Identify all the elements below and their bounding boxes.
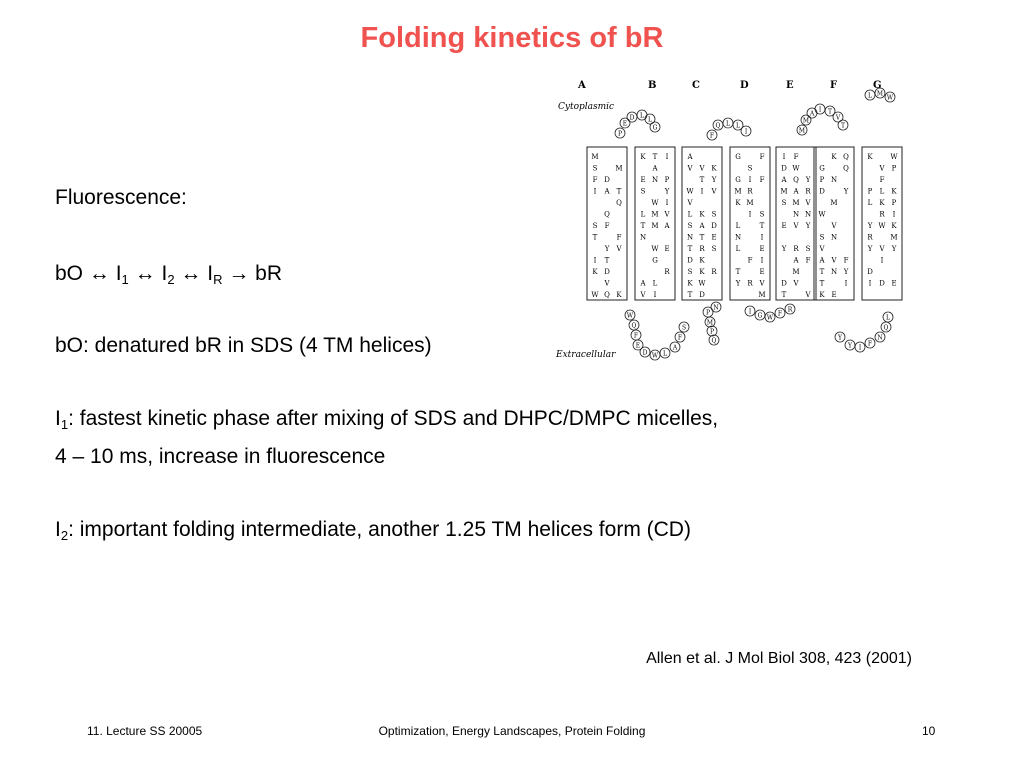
- svg-text:R: R: [867, 233, 873, 242]
- svg-text:D: D: [604, 176, 610, 184]
- svg-text:L: L: [687, 210, 693, 219]
- svg-text:I: I: [665, 153, 669, 161]
- svg-text:R: R: [699, 245, 705, 253]
- svg-text:V: V: [640, 291, 646, 299]
- svg-text:G: G: [819, 164, 825, 173]
- svg-text:G: G: [757, 312, 763, 320]
- svg-text:N: N: [639, 233, 647, 242]
- svg-text:E: E: [664, 245, 670, 253]
- svg-text:W: W: [792, 164, 800, 173]
- helix-label-C: C: [692, 80, 700, 91]
- svg-text:T: T: [827, 108, 833, 116]
- svg-text:T: T: [687, 245, 693, 253]
- svg-text:V: V: [819, 245, 825, 253]
- bO-description: bO: denatured bR in SDS (4 TM helices): [55, 334, 432, 357]
- svg-text:R: R: [879, 210, 885, 219]
- svg-text:K: K: [699, 256, 705, 265]
- svg-text:E: E: [831, 291, 837, 299]
- svg-text:G: G: [652, 124, 658, 132]
- svg-text:L: L: [652, 279, 658, 288]
- svg-text:Y: Y: [838, 334, 842, 342]
- svg-text:P: P: [867, 187, 873, 196]
- fluorescence-label: Fluorescence:: [55, 186, 187, 209]
- svg-text:L: L: [663, 350, 667, 358]
- svg-text:D: D: [699, 291, 705, 299]
- svg-text:S: S: [681, 324, 687, 332]
- svg-text:A: A: [652, 164, 658, 173]
- svg-text:P: P: [891, 164, 897, 173]
- svg-text:A: A: [640, 279, 646, 288]
- svg-text:F: F: [677, 334, 683, 342]
- svg-text:S: S: [687, 268, 693, 276]
- svg-text:N: N: [713, 304, 719, 312]
- svg-text:F: F: [759, 176, 765, 184]
- svg-text:N: N: [792, 210, 800, 219]
- svg-text:S: S: [711, 245, 717, 253]
- svg-text:L: L: [736, 122, 740, 130]
- helix-label-F: F: [830, 80, 838, 91]
- svg-text:I: I: [818, 106, 822, 114]
- scheme-arrow-2: ↔: [134, 262, 156, 285]
- svg-text:T: T: [840, 122, 846, 130]
- helix-label-G: G: [873, 80, 882, 91]
- svg-text:F: F: [777, 310, 783, 318]
- svg-text:T: T: [759, 222, 765, 230]
- svg-text:M: M: [651, 210, 659, 219]
- svg-text:A: A: [781, 176, 787, 184]
- svg-text:L: L: [886, 314, 890, 322]
- svg-text:F: F: [592, 176, 598, 184]
- svg-text:F: F: [747, 256, 753, 265]
- svg-text:V: V: [831, 222, 837, 230]
- svg-text:D: D: [711, 222, 717, 230]
- svg-text:N: N: [830, 176, 838, 184]
- svg-text:A: A: [687, 153, 693, 161]
- svg-text:S: S: [687, 222, 693, 230]
- footer-title: Optimization, Energy Landscapes, Protein Folding: [378, 724, 646, 738]
- svg-text:N: N: [734, 233, 742, 242]
- svg-text:M: M: [651, 222, 659, 230]
- svg-text:V: V: [835, 114, 841, 122]
- svg-text:Q: Q: [711, 337, 717, 345]
- svg-text:R: R: [747, 187, 753, 196]
- svg-text:N: N: [830, 233, 838, 242]
- svg-text:D: D: [629, 114, 635, 122]
- bR-topology-figure: [550, 75, 950, 375]
- svg-text:M: M: [780, 187, 788, 196]
- svg-text:L: L: [879, 187, 885, 196]
- svg-text:W: W: [766, 314, 774, 322]
- svg-text:Q: Q: [715, 122, 721, 130]
- svg-text:K: K: [831, 153, 837, 161]
- svg-text:S: S: [747, 164, 753, 173]
- svg-text:D: D: [687, 256, 693, 265]
- scheme-arrow-1: ↔: [88, 262, 110, 285]
- svg-text:Q: Q: [843, 153, 849, 161]
- svg-text:G: G: [735, 153, 741, 161]
- svg-text:Q: Q: [604, 210, 610, 219]
- svg-text:A: A: [664, 222, 670, 230]
- i1-description-cont: 4 – 10 ms, increase in fluorescence: [55, 445, 386, 468]
- scheme-bR: bR: [255, 262, 283, 285]
- svg-text:Y: Y: [848, 342, 852, 350]
- svg-text:F: F: [709, 132, 715, 140]
- svg-text:T: T: [735, 268, 741, 276]
- svg-text:K: K: [711, 164, 717, 173]
- svg-text:W: W: [818, 210, 826, 219]
- helix-label-D: D: [740, 80, 749, 91]
- svg-text:V: V: [805, 291, 811, 299]
- svg-text:K: K: [735, 199, 741, 207]
- svg-text:Q: Q: [793, 176, 799, 184]
- svg-text:Y: Y: [781, 245, 787, 253]
- cytoplasmic-label: Cytoplasmic: [558, 102, 615, 112]
- svg-text:V: V: [687, 164, 693, 173]
- svg-text:L: L: [735, 245, 741, 253]
- svg-text:D: D: [642, 349, 648, 357]
- svg-text:W: W: [686, 187, 694, 196]
- svg-text:Q: Q: [843, 164, 849, 173]
- svg-text:D: D: [819, 187, 825, 196]
- svg-text:K: K: [592, 268, 598, 276]
- svg-text:D: D: [604, 268, 610, 276]
- scheme-IR: $I_R$: [207, 262, 223, 287]
- svg-text:L: L: [726, 120, 730, 128]
- svg-text:R: R: [787, 306, 793, 314]
- svg-text:T: T: [699, 233, 705, 242]
- svg-text:K: K: [819, 291, 825, 299]
- svg-text:K: K: [891, 187, 897, 196]
- svg-text:L: L: [868, 92, 872, 100]
- scheme-arrow-3: ↔: [180, 262, 202, 285]
- scheme-I2: $I_2$: [161, 262, 175, 287]
- svg-text:F: F: [843, 256, 849, 265]
- svg-text:M: M: [890, 233, 898, 242]
- svg-text:V: V: [687, 199, 693, 207]
- svg-text:Q: Q: [631, 322, 637, 330]
- svg-text:F: F: [633, 332, 639, 340]
- svg-text:W: W: [651, 245, 659, 253]
- svg-text:D: D: [867, 268, 873, 276]
- scheme-I1: $I_1$: [115, 262, 129, 287]
- svg-text:F: F: [867, 340, 873, 348]
- svg-text:N: N: [651, 176, 659, 184]
- svg-text:L: L: [640, 112, 644, 120]
- svg-text:P: P: [891, 199, 897, 207]
- svg-text:Y: Y: [867, 245, 873, 253]
- svg-text:T: T: [819, 268, 825, 276]
- svg-text:M: M: [734, 187, 742, 196]
- svg-text:R: R: [793, 245, 799, 253]
- svg-text:N: N: [686, 233, 694, 242]
- svg-text:L: L: [867, 199, 873, 207]
- svg-text:P: P: [705, 309, 711, 317]
- svg-text:K: K: [616, 291, 622, 299]
- svg-text:V: V: [879, 164, 885, 173]
- svg-text:Q: Q: [616, 199, 622, 207]
- svg-text:M: M: [830, 199, 838, 207]
- svg-text:N: N: [877, 334, 883, 342]
- svg-text:T: T: [604, 256, 610, 265]
- svg-text:S: S: [759, 210, 765, 219]
- svg-text:W: W: [886, 94, 894, 102]
- svg-text:T: T: [616, 187, 622, 196]
- svg-text:A: A: [672, 344, 678, 352]
- svg-text:F: F: [793, 153, 799, 161]
- svg-text:E: E: [622, 120, 628, 128]
- svg-text:M: M: [615, 164, 623, 173]
- svg-text:Y: Y: [735, 279, 741, 288]
- svg-text:A: A: [793, 187, 799, 196]
- svg-text:Y: Y: [805, 176, 811, 184]
- svg-text:Y: Y: [805, 222, 811, 230]
- helix-label-B: B: [648, 80, 657, 91]
- svg-text:D: D: [781, 164, 787, 173]
- svg-text:E: E: [781, 222, 787, 230]
- reference-citation: Allen et al. J Mol Biol 308, 423 (2001): [646, 650, 912, 667]
- svg-text:I: I: [748, 210, 752, 219]
- svg-text:D: D: [781, 279, 787, 288]
- svg-text:A: A: [819, 256, 825, 265]
- svg-text:T: T: [699, 176, 705, 184]
- svg-text:M: M: [876, 90, 884, 98]
- footer-lecture: 11. Lecture SS 20005: [87, 724, 203, 738]
- svg-text:V: V: [616, 245, 622, 253]
- svg-text:I: I: [858, 344, 862, 352]
- svg-text:E: E: [891, 279, 897, 288]
- svg-text:Y: Y: [891, 245, 897, 253]
- svg-text:I: I: [748, 176, 752, 184]
- svg-text:M: M: [792, 268, 800, 276]
- svg-text:T: T: [687, 291, 693, 299]
- svg-text:I: I: [593, 256, 597, 265]
- svg-text:V: V: [805, 199, 811, 207]
- svg-text:Y: Y: [604, 245, 610, 253]
- svg-text:W: W: [651, 199, 659, 207]
- svg-text:M: M: [758, 291, 766, 299]
- svg-text:I: I: [760, 256, 764, 265]
- svg-text:T: T: [819, 279, 825, 288]
- svg-text:L: L: [648, 116, 652, 124]
- svg-text:I: I: [700, 187, 704, 196]
- svg-text:A: A: [793, 256, 799, 265]
- svg-text:I: I: [760, 233, 764, 242]
- svg-text:I: I: [892, 210, 896, 219]
- svg-text:P: P: [664, 176, 670, 184]
- slide-title: Folding kinetics of bR: [360, 22, 664, 54]
- svg-text:E: E: [711, 233, 717, 242]
- svg-text:K: K: [879, 199, 885, 207]
- svg-text:F: F: [879, 176, 885, 184]
- svg-text:W: W: [626, 312, 634, 320]
- svg-text:A: A: [809, 110, 815, 118]
- svg-text:V: V: [604, 279, 610, 288]
- svg-text:L: L: [640, 210, 646, 219]
- svg-text:I: I: [665, 199, 669, 207]
- svg-text:V: V: [759, 279, 765, 288]
- svg-text:V: V: [699, 164, 705, 173]
- svg-text:F: F: [759, 153, 765, 161]
- kinetic-scheme: [55, 262, 282, 286]
- footer-page-number: 10: [922, 724, 936, 738]
- svg-text:P: P: [617, 130, 623, 138]
- svg-text:P: P: [819, 176, 825, 184]
- helix-label-E: E: [786, 80, 794, 91]
- svg-text:I: I: [653, 291, 657, 299]
- svg-text:Y: Y: [843, 187, 849, 196]
- svg-text:W: W: [890, 153, 898, 161]
- scheme-bO: bO: [55, 262, 84, 285]
- svg-text:E: E: [640, 176, 646, 184]
- svg-text:E: E: [759, 245, 765, 253]
- svg-text:V: V: [793, 222, 799, 230]
- svg-text:S: S: [781, 199, 787, 207]
- svg-text:I: I: [744, 128, 748, 136]
- svg-text:M: M: [746, 199, 754, 207]
- svg-text:M: M: [802, 117, 810, 125]
- svg-text:V: V: [664, 210, 670, 219]
- svg-text:Y: Y: [843, 268, 849, 276]
- svg-text:S: S: [805, 245, 811, 253]
- svg-text:W: W: [878, 222, 886, 230]
- svg-text:F: F: [604, 222, 610, 230]
- svg-text:I: I: [880, 256, 884, 265]
- scheme-arrow-4: →: [228, 262, 250, 285]
- svg-text:I: I: [782, 153, 786, 161]
- svg-text:Q: Q: [883, 324, 889, 332]
- svg-text:E: E: [635, 342, 641, 350]
- svg-text:P: P: [709, 328, 715, 336]
- svg-text:W: W: [698, 279, 706, 288]
- svg-text:K: K: [687, 279, 693, 288]
- svg-text:G: G: [735, 176, 741, 184]
- svg-text:K: K: [891, 222, 897, 230]
- svg-text:A: A: [699, 222, 705, 230]
- svg-text:S: S: [592, 222, 598, 230]
- svg-text:N: N: [830, 268, 838, 276]
- svg-text:L: L: [735, 222, 741, 230]
- svg-text:M: M: [706, 319, 714, 327]
- svg-text:I: I: [868, 279, 872, 288]
- svg-text:R: R: [805, 187, 811, 196]
- i2-description: $I_2$: important folding intermediate, another 1.25 TM helices form (CD): [55, 518, 691, 543]
- svg-text:Y: Y: [664, 187, 670, 196]
- svg-text:V: V: [831, 256, 837, 265]
- svg-text:S: S: [592, 164, 598, 173]
- svg-text:Q: Q: [604, 291, 610, 299]
- svg-text:T: T: [592, 233, 598, 242]
- helix-label-A: A: [578, 80, 586, 91]
- svg-text:T: T: [652, 153, 658, 161]
- svg-text:T: T: [781, 291, 787, 299]
- svg-text:I: I: [593, 187, 597, 196]
- svg-text:S: S: [711, 210, 717, 219]
- extracellular-label: Extracellular: [556, 350, 616, 360]
- svg-text:F: F: [805, 256, 811, 265]
- svg-text:R: R: [664, 268, 670, 276]
- svg-text:M: M: [591, 153, 599, 161]
- svg-text:V: V: [793, 279, 799, 288]
- svg-text:F: F: [616, 233, 622, 242]
- svg-text:Y: Y: [867, 222, 873, 230]
- svg-text:I: I: [748, 308, 752, 316]
- svg-text:M: M: [798, 127, 806, 135]
- svg-text:K: K: [640, 153, 646, 161]
- svg-text:K: K: [699, 210, 705, 219]
- svg-text:Y: Y: [711, 176, 717, 184]
- svg-text:D: D: [879, 279, 885, 288]
- svg-text:I: I: [844, 279, 848, 288]
- bR-topology-svg: [550, 75, 950, 375]
- svg-text:V: V: [711, 187, 717, 196]
- svg-text:R: R: [747, 279, 753, 288]
- svg-text:G: G: [652, 256, 658, 265]
- svg-text:S: S: [819, 233, 825, 242]
- i1-description: $I_1$: fastest kinetic phase after mixing of SDS and DHPC/DMPC micelles,: [55, 407, 719, 432]
- svg-text:W: W: [651, 352, 659, 360]
- svg-text:T: T: [640, 222, 646, 230]
- svg-text:K: K: [699, 268, 705, 276]
- svg-text:S: S: [640, 187, 646, 196]
- svg-text:A: A: [604, 187, 610, 196]
- svg-text:V: V: [879, 245, 885, 253]
- svg-text:W: W: [591, 291, 599, 299]
- svg-text:N: N: [804, 210, 812, 219]
- svg-text:E: E: [759, 268, 765, 276]
- svg-text:R: R: [711, 268, 717, 276]
- svg-text:K: K: [867, 153, 873, 161]
- svg-text:M: M: [792, 199, 800, 207]
